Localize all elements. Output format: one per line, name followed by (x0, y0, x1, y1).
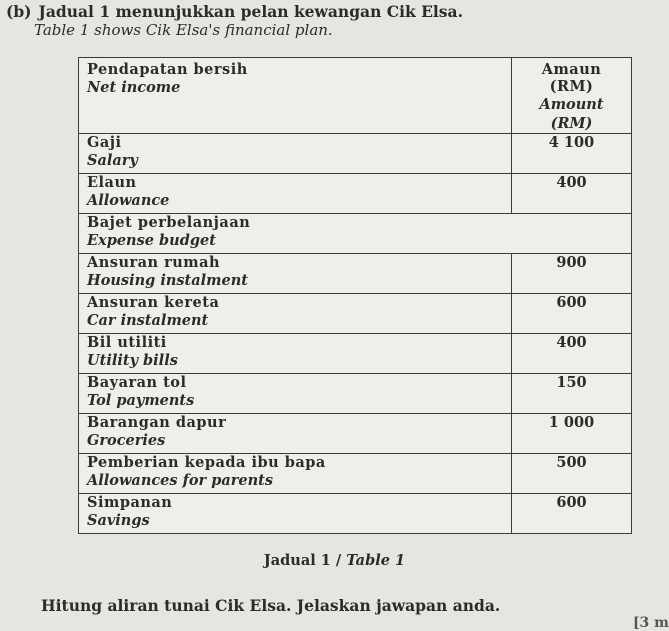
item-amount: 1 000 (512, 414, 632, 454)
header-amount: Amaun (RM) Amount (RM) (512, 58, 632, 134)
table-row (79, 294, 632, 334)
question-stem (6, 2, 463, 21)
caption-en: Table 1 (346, 552, 406, 569)
item-label: Ansuran rumah Housing instalment (79, 254, 512, 294)
item-label: Simpanan Savings (79, 494, 512, 534)
item-amount: 150 (512, 374, 632, 414)
question-marker: (b) (6, 2, 32, 21)
item-amount: 4 100 (512, 134, 632, 174)
table-row (79, 174, 632, 214)
item-label: Bayaran tol Tol payments (79, 374, 512, 414)
table-caption (0, 552, 669, 569)
question-text-ms: Jadual 1 menunjukkan pelan kewangan Cik Elsa. (38, 2, 463, 21)
question-text-en: Table 1 shows Cik Elsa's financial plan. (34, 21, 333, 39)
item-label: Ansuran kereta Car instalment (79, 294, 512, 334)
item-amount: 400 (512, 174, 632, 214)
expense-budget-heading: Bajet perbelanjaan Expense budget (79, 214, 632, 254)
item-label: Gaji Salary (79, 134, 512, 174)
table-row (79, 254, 632, 294)
table-row (79, 134, 632, 174)
header-net-income: Pendapatan bersih Net income (79, 58, 512, 134)
item-label: Barangan dapur Groceries (79, 414, 512, 454)
table-row (79, 334, 632, 374)
item-label: Bil utiliti Utility bills (79, 334, 512, 374)
item-label: Elaun Allowance (79, 174, 512, 214)
table-row (79, 454, 632, 494)
table-row (79, 494, 632, 534)
item-amount: 600 (512, 294, 632, 334)
table-row (79, 374, 632, 414)
table-row (79, 414, 632, 454)
task-instruction: Hitung aliran tunai Cik Elsa. Jelaskan jawapan anda. (41, 596, 501, 615)
item-amount: 500 (512, 454, 632, 494)
section-row-expense-budget (79, 214, 632, 254)
caption-ms: Jadual 1 (263, 552, 331, 569)
table-header-row (79, 58, 632, 134)
item-label: Pemberian kepada ibu bapa Allowances for parents (79, 454, 512, 494)
financial-plan-table (78, 57, 632, 534)
item-amount: 400 (512, 334, 632, 374)
item-amount: 600 (512, 494, 632, 534)
item-amount: 900 (512, 254, 632, 294)
caption-separator: / (330, 552, 347, 569)
marks-indicator: [3 m (632, 615, 669, 631)
